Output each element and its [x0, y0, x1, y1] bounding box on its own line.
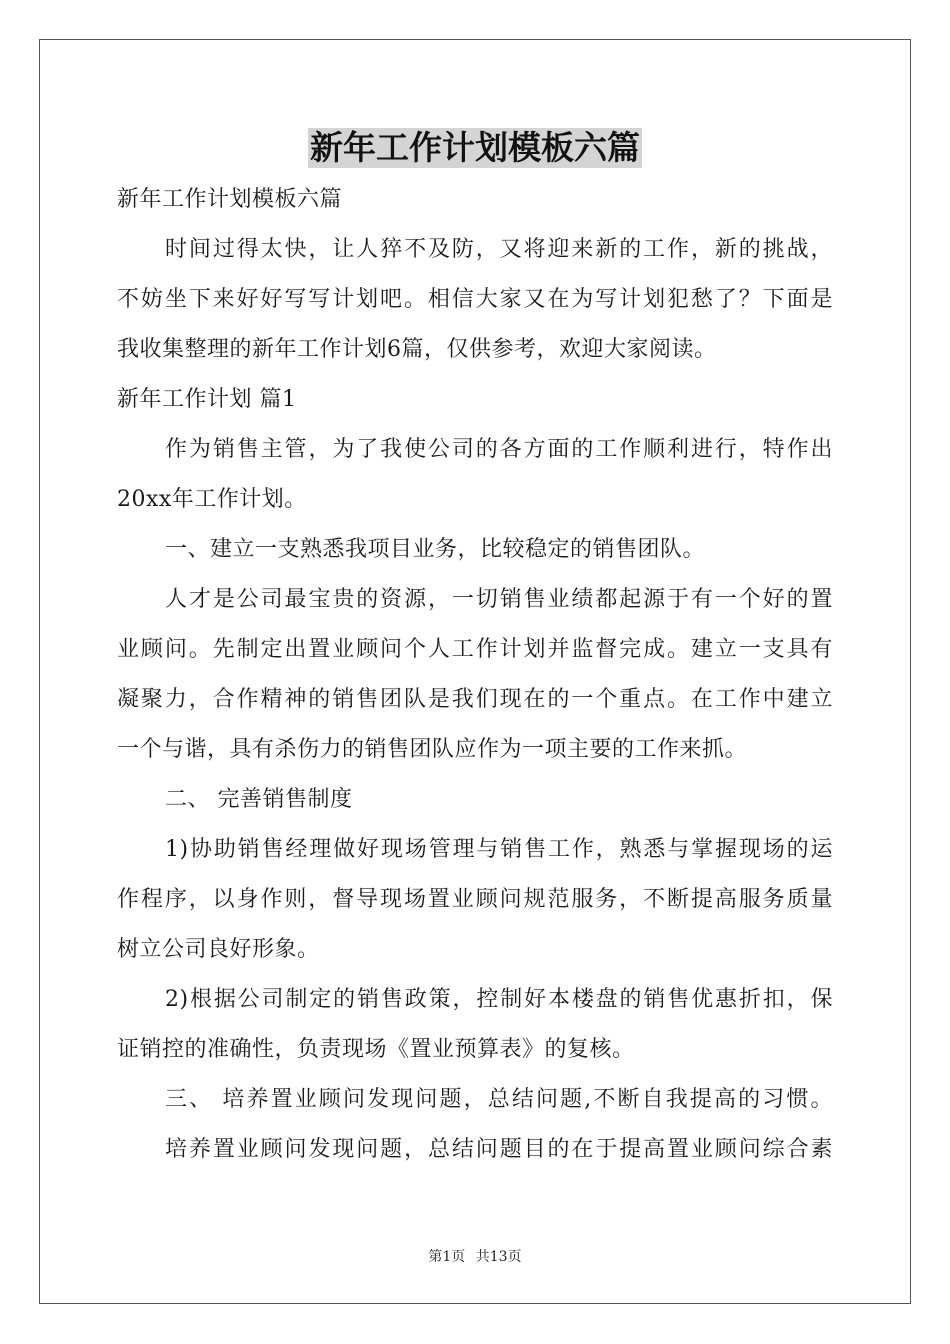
paragraph-line: 作为销售主管，为了我使公司的各方面的工作顺利进行，特作出 [165, 437, 833, 462]
paragraph-line: 我收集整理的新年工作计划6篇，仅供参考，欢迎大家阅读。 [117, 337, 717, 362]
paragraph-line: 新年工作计划模板六篇 [117, 187, 343, 212]
paragraph-line: 二、 完善销售制度 [165, 787, 353, 812]
paragraph-line: 三、 培养置业顾问发现问题，总结问题,不断自我提高的习惯。 [165, 1087, 833, 1112]
paragraph-line: 培养置业顾问发现问题，总结问题目的在于提高置业顾问综合素 [165, 1137, 833, 1162]
paragraph-line: 作程序，以身作则，督导现场置业顾问规范服务，不断提高服务质量 [117, 887, 833, 912]
paragraph-line: 树立公司良好形象。 [117, 937, 320, 962]
paragraph-line: 一、建立一支熟悉我项目业务，比较稳定的销售团队。 [165, 537, 706, 562]
paragraph-line: 业顾问。先制定出置业顾问个人工作计划并监督完成。建立一支具有 [117, 637, 833, 662]
page-footer [0, 1246, 950, 1266]
document-title: 新年工作计划模板六篇 [310, 128, 640, 167]
paragraph-line: 凝聚力，合作精神的销售团队是我们现在的一个重点。在工作中建立 [117, 687, 833, 712]
paragraph-line: 20xx年工作计划。 [117, 487, 307, 512]
total-pages: 共13页 [475, 1249, 522, 1265]
paragraph-line: 不妨坐下来好好写写计划吧。相信大家又在为写计划犯愁了？下面是 [117, 287, 833, 312]
page-number: 第1页 [428, 1249, 466, 1265]
paragraph-line: 人才是公司最宝贵的资源，一切销售业绩都起源于有一个好的置 [165, 587, 833, 612]
paragraph-line: 时间过得太快，让人猝不及防，又将迎来新的工作，新的挑战， [165, 237, 833, 262]
document-body [117, 175, 833, 1175]
paragraph-line: 一个与谐，具有杀伤力的销售团队应作为一项主要的工作来抓。 [117, 737, 748, 762]
title-wrap [0, 128, 950, 168]
paragraph-line: 1)协助销售经理做好现场管理与销售工作，熟悉与掌握现场的运 [165, 837, 833, 862]
paragraph-line: 2)根据公司制定的销售政策，控制好本楼盘的销售优惠折扣，保 [165, 987, 833, 1012]
paragraph-line: 证销控的准确性，负责现场《置业预算表》的复核。 [117, 1037, 635, 1062]
section-heading: 新年工作计划 篇1 [117, 387, 297, 412]
